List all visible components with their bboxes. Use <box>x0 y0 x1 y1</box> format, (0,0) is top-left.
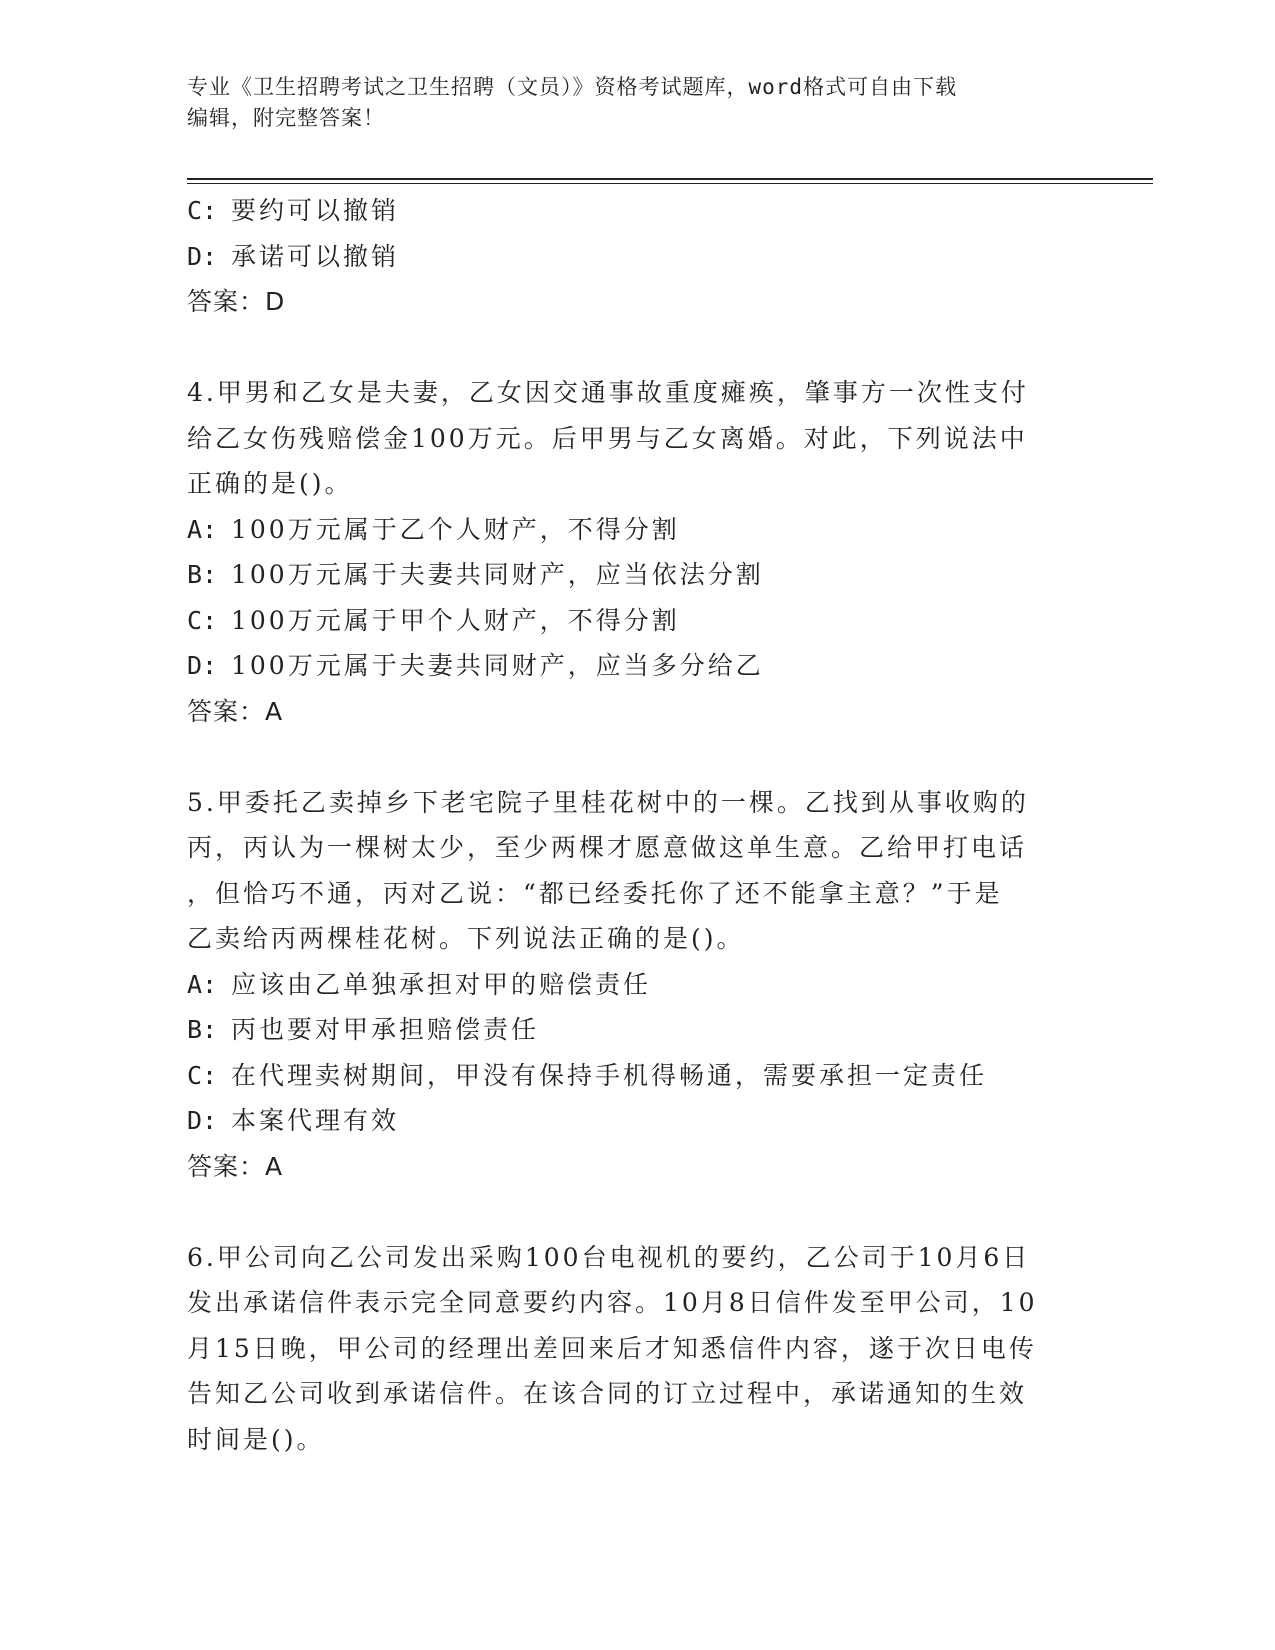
answer-line: 答案：A <box>187 1151 284 1181</box>
option-text: 丙也要对甲承担赔偿责任 <box>231 1015 540 1044</box>
option-text: 本案代理有效 <box>231 1106 400 1135</box>
option-d <box>187 1098 1087 1144</box>
option-text: 100万元属于夫妻共同财产，应当依法分割 <box>231 560 764 589</box>
option-text: 要约可以撤销 <box>231 196 400 225</box>
question-5-line-4: 乙卖给丙两棵桂花树。下列说法正确的是()。 <box>187 924 745 953</box>
question-5-line-1: 5.甲委托乙卖掉乡下老宅院子里桂花树中的一棵。乙找到从事收购的 <box>187 787 1029 817</box>
header-line-1: 专业《卫生招聘考试之卫生招聘（文员）》资格考试题库，word格式可自由下载 <box>187 75 958 99</box>
question-6-line-2: 发出承诺信件表示完全同意要约内容。10月8日信件发至甲公司，10 <box>187 1288 1038 1317</box>
option-text: 在代理卖树期间，甲没有保持手机得畅通，需要承担一定责任 <box>231 1060 988 1090</box>
option-label: A: <box>187 514 218 544</box>
question-content <box>187 188 1087 1462</box>
question-5-line-3: ，但恰巧不通，丙对乙说：“都已经委托你了还不能拿主意？”于是 <box>187 878 1003 908</box>
option-label: D: <box>187 1106 218 1135</box>
document-header <box>187 72 1067 134</box>
option-label: B: <box>187 1015 218 1044</box>
question-6-line-3: 月15日晚，甲公司的经理出差回来后才知悉信件内容，遂于次日电传 <box>187 1333 1037 1363</box>
option-b <box>187 552 1087 598</box>
option-text: 100万元属于夫妻共同财产，应当多分给乙 <box>231 651 764 680</box>
spacer <box>187 1189 1087 1235</box>
option-text: 100万元属于乙个人财产，不得分割 <box>231 514 680 544</box>
option-d <box>187 234 1087 280</box>
option-c <box>187 598 1087 644</box>
option-label: B: <box>187 560 218 589</box>
spacer <box>187 734 1087 780</box>
option-d <box>187 643 1087 689</box>
option-text: 承诺可以撤销 <box>231 241 400 271</box>
question-6-line-5: 时间是()。 <box>187 1424 325 1454</box>
question-4-line-2: 给乙女伤残赔偿金100万元。后甲男与乙女离婚。对此，下列说法中 <box>187 423 1028 453</box>
question-4-line-3: 正确的是()。 <box>187 469 353 498</box>
option-text: 100万元属于甲个人财产，不得分割 <box>231 605 680 635</box>
header-line-2: 编辑，附完整答案！ <box>187 106 385 130</box>
option-a <box>187 962 1087 1008</box>
question-5-line-2: 丙，丙认为一棵树太少，至少两棵才愿意做这单生意。乙给甲打电话 <box>187 833 1028 862</box>
option-label: C: <box>187 1060 218 1090</box>
answer-line: 答案：A <box>187 696 284 726</box>
option-b <box>187 1007 1087 1053</box>
question-6-line-1: 6.甲公司向乙公司发出采购100台电视机的要约，乙公司于10月6日 <box>187 1242 1031 1272</box>
option-c <box>187 1053 1087 1099</box>
option-c <box>187 188 1087 234</box>
header-rule-thin <box>187 183 1153 184</box>
option-label: D: <box>187 241 218 271</box>
answer-line: 答案：D <box>187 287 286 316</box>
question-6-line-4: 告知乙公司收到承诺信件。在该合同的订立过程中，承诺通知的生效 <box>187 1379 1028 1408</box>
option-label: A: <box>187 969 218 999</box>
question-4-line-1: 4.甲男和乙女是夫妻，乙女因交通事故重度瘫痪，肇事方一次性支付 <box>187 378 1029 407</box>
option-label: D: <box>187 651 218 680</box>
option-text: 应该由乙单独承担对甲的赔偿责任 <box>231 969 652 999</box>
spacer <box>187 325 1087 371</box>
option-label: C: <box>187 605 218 635</box>
header-rule-thick <box>187 178 1153 180</box>
option-label: C: <box>187 196 218 225</box>
option-a <box>187 507 1087 553</box>
